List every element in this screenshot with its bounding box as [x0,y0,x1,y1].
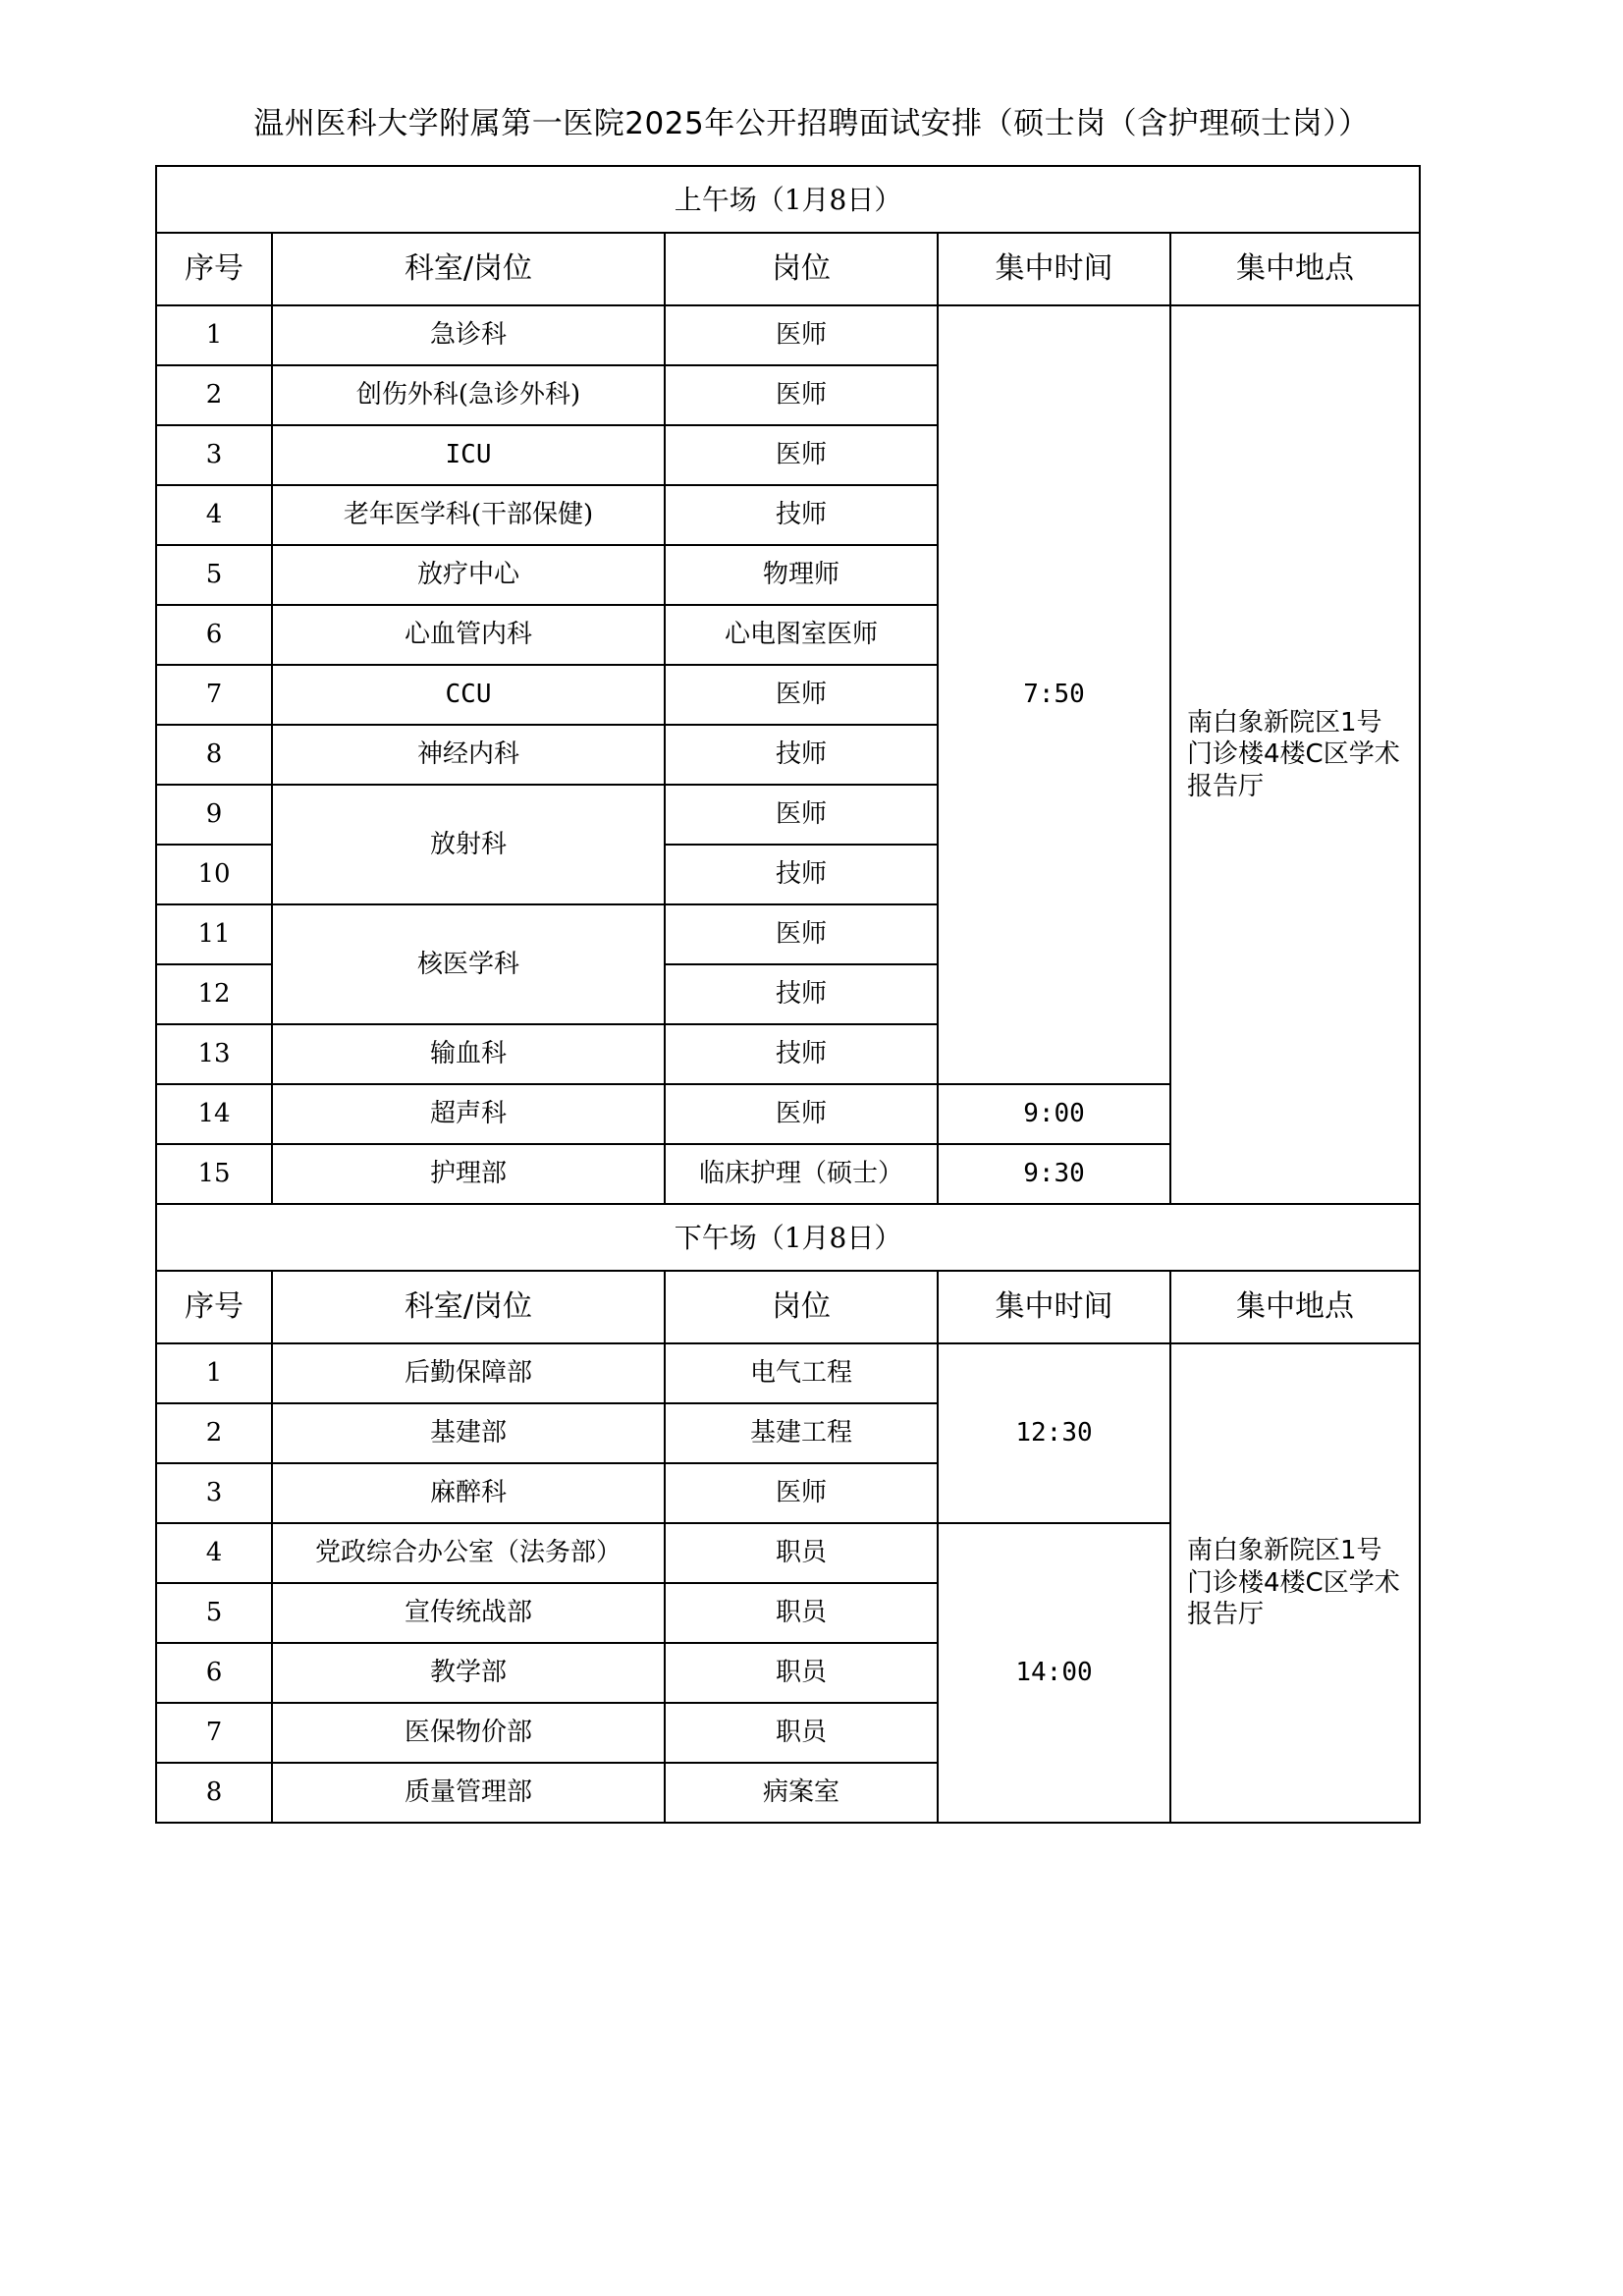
row-post: 职员 [665,1523,938,1583]
row-dept: ICU [272,425,665,485]
row-post: 技师 [665,845,938,904]
row-dept: 创伤外科(急诊外科) [272,365,665,425]
row-dept: 老年医学科(干部保健) [272,485,665,545]
afternoon-section-label: 下午场（1月8日） [156,1204,1420,1271]
row-dept: 急诊科 [272,305,665,365]
afternoon-time-2: 14:00 [938,1523,1170,1823]
morning-section-label: 上午场（1月8日） [156,166,1420,233]
row-no: 8 [156,1763,272,1823]
row-no: 10 [156,845,272,904]
row-post: 医师 [665,1084,938,1144]
row-post: 基建工程 [665,1403,938,1463]
row-no: 9 [156,785,272,845]
row-post: 技师 [665,485,938,545]
row-no: 7 [156,665,272,725]
row-no: 4 [156,485,272,545]
header-seq: 序号 [156,1271,272,1343]
row-dept: 放疗中心 [272,545,665,605]
afternoon-location-text: 南白象新院区1号门诊楼4楼C区学术报告厅 [1187,1536,1400,1630]
row-no: 5 [156,1583,272,1643]
morning-time-2: 9:00 [938,1084,1170,1144]
row-post: 电气工程 [665,1343,938,1403]
afternoon-section-row [156,1204,1420,1271]
row-post: 临床护理（硕士） [665,1144,938,1204]
row-post: 医师 [665,1463,938,1523]
row-dept: 党政综合办公室（法务部） [272,1523,665,1583]
row-no: 14 [156,1084,272,1144]
afternoon-time-1: 12:30 [938,1343,1170,1523]
row-post: 物理师 [665,545,938,605]
row-post: 技师 [665,725,938,785]
header-time: 集中时间 [938,233,1170,305]
row-no: 2 [156,365,272,425]
row-no: 2 [156,1403,272,1463]
row-no: 1 [156,1343,272,1403]
row-dept: 医保物价部 [272,1703,665,1763]
afternoon-header-row [156,1271,1420,1343]
row-no: 3 [156,425,272,485]
row-no: 4 [156,1523,272,1583]
morning-header-row [156,233,1420,305]
row-no: 15 [156,1144,272,1204]
header-dept: 科室/岗位 [272,233,665,305]
row-dept: 质量管理部 [272,1763,665,1823]
row-no: 8 [156,725,272,785]
header-post: 岗位 [665,233,938,305]
row-dept: 后勤保障部 [272,1343,665,1403]
row-dept: 超声科 [272,1084,665,1144]
header-dept: 科室/岗位 [272,1271,665,1343]
row-no: 6 [156,1643,272,1703]
morning-location [1170,305,1420,1204]
row-post: 职员 [665,1703,938,1763]
header-post: 岗位 [665,1271,938,1343]
row-dept: 核医学科 [272,904,665,1024]
row-dept: 神经内科 [272,725,665,785]
row-post: 职员 [665,1583,938,1643]
table-row [156,305,1420,365]
row-dept: 输血科 [272,1024,665,1084]
row-post: 医师 [665,904,938,964]
row-post: 技师 [665,964,938,1024]
row-dept: 宣传统战部 [272,1583,665,1643]
header-place: 集中地点 [1170,1271,1420,1343]
row-no: 12 [156,964,272,1024]
header-place: 集中地点 [1170,233,1420,305]
afternoon-location [1170,1343,1420,1823]
page-title: 温州医科大学附属第一医院2025年公开招聘面试安排（硕士岗（含护理硕士岗）） [253,106,1370,141]
row-post: 职员 [665,1643,938,1703]
interview-schedule-table [155,165,1421,1824]
row-post: 医师 [665,785,938,845]
morning-time-3: 9:30 [938,1144,1170,1204]
row-dept: 放射科 [272,785,665,904]
row-post: 医师 [665,425,938,485]
row-dept: 教学部 [272,1643,665,1703]
row-no: 6 [156,605,272,665]
header-time: 集中时间 [938,1271,1170,1343]
morning-location-text: 南白象新院区1号门诊楼4楼C区学术报告厅 [1187,707,1400,801]
row-no: 7 [156,1703,272,1763]
row-dept: 麻醉科 [272,1463,665,1523]
row-no: 3 [156,1463,272,1523]
morning-section-row [156,166,1420,233]
row-no: 1 [156,305,272,365]
row-no: 5 [156,545,272,605]
morning-time-1: 7:50 [938,305,1170,1084]
row-dept: 基建部 [272,1403,665,1463]
row-post: 技师 [665,1024,938,1084]
row-post: 心电图室医师 [665,605,938,665]
row-post: 医师 [665,365,938,425]
row-dept: CCU [272,665,665,725]
table-row [156,1343,1420,1403]
row-no: 11 [156,904,272,964]
row-no: 13 [156,1024,272,1084]
row-post: 医师 [665,305,938,365]
header-seq: 序号 [156,233,272,305]
row-post: 病案室 [665,1763,938,1823]
row-dept: 护理部 [272,1144,665,1204]
row-post: 医师 [665,665,938,725]
row-dept: 心血管内科 [272,605,665,665]
